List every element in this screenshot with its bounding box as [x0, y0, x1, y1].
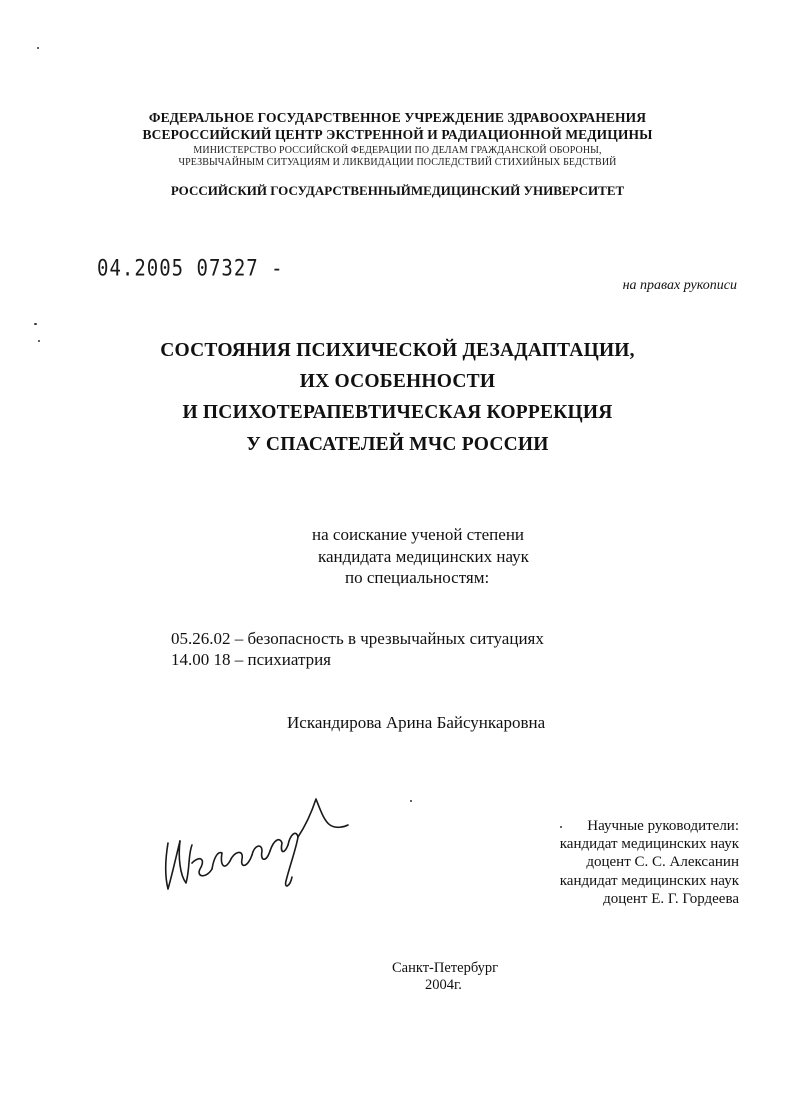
university-name: РОССИЙСКИЙ ГОСУДАРСТВЕННЫЙМЕДИЦИНСКИЙ УНИВЕРСИТЕТ	[170, 183, 625, 198]
scan-speck	[34, 323, 37, 325]
year: 2004г.	[425, 977, 462, 993]
author-signature	[150, 785, 360, 900]
specialty-item: 14.00 18 – психиатрия	[171, 650, 331, 669]
center-name: ВСЕРОССИЙСКИЙ ЦЕНТР ЭКСТРЕННОЙ И РАДИАЦИОННОЙ МЕДИЦИНЫ	[142, 127, 653, 142]
institution-name: ФЕДЕРАЛЬНОЕ ГОСУДАРСТВЕННОЕ УЧРЕЖДЕНИЕ ЗДРАВООХРАНЕНИЯ	[148, 110, 647, 125]
scan-speck	[37, 47, 39, 49]
city: Санкт-Петербург	[392, 960, 499, 976]
scan-speck	[410, 800, 412, 802]
specialty-item: 05.26.02 – безопасность в чрезвычайных ситуациях	[171, 629, 544, 648]
scan-speck	[560, 826, 562, 828]
advisor-name-1: доцент С. С. Алексанин	[586, 854, 739, 870]
advisors-heading: Научные руководители:	[587, 818, 739, 834]
degree-line-2: кандидата медицинских наук	[318, 547, 529, 566]
registration-stamp: 04.2005 07327 -	[97, 256, 284, 282]
title-line-4: У СПАСАТЕЛЕЙ МЧС РОССИИ	[246, 434, 549, 455]
title-line-3: И ПСИХОТЕРАПЕВТИЧЕСКАЯ КОРРЕКЦИЯ	[182, 402, 613, 423]
manuscript-rights-note: на правах рукописи	[622, 278, 737, 293]
author-name: Искандирова Арина Байсункаровна	[287, 713, 546, 732]
advisor-degree-2: кандидат медицинских наук	[559, 873, 739, 889]
advisor-name-2: доцент Е. Г. Гордеева	[603, 891, 739, 907]
advisor-degree-1: кандидат медицинских наук	[559, 836, 739, 852]
ministry-line-2: ЧРЕЗВЫЧАЙНЫМ СИТУАЦИЯМ И ЛИКВИДАЦИИ ПОСЛЕДСТВИЙ СТИХИЙНЫХ БЕДСТВИЙ	[178, 157, 617, 168]
degree-line-1: на соискание ученой степени	[312, 525, 525, 544]
degree-line-3: по специальностям:	[345, 568, 490, 587]
ministry-line-1: МИНИСТЕРСТВО РОССИЙСКОЙ ФЕДЕРАЦИИ ПО ДЕЛАМ ГРАЖДАНСКОЙ ОБОРОНЫ,	[193, 145, 602, 156]
title-line-1: СОСТОЯНИЯ ПСИХИЧЕСКОЙ ДЕЗАДАПТАЦИИ,	[160, 340, 635, 361]
title-line-2: ИХ ОСОБЕННОСТИ	[299, 371, 496, 392]
scan-speck	[38, 340, 40, 342]
